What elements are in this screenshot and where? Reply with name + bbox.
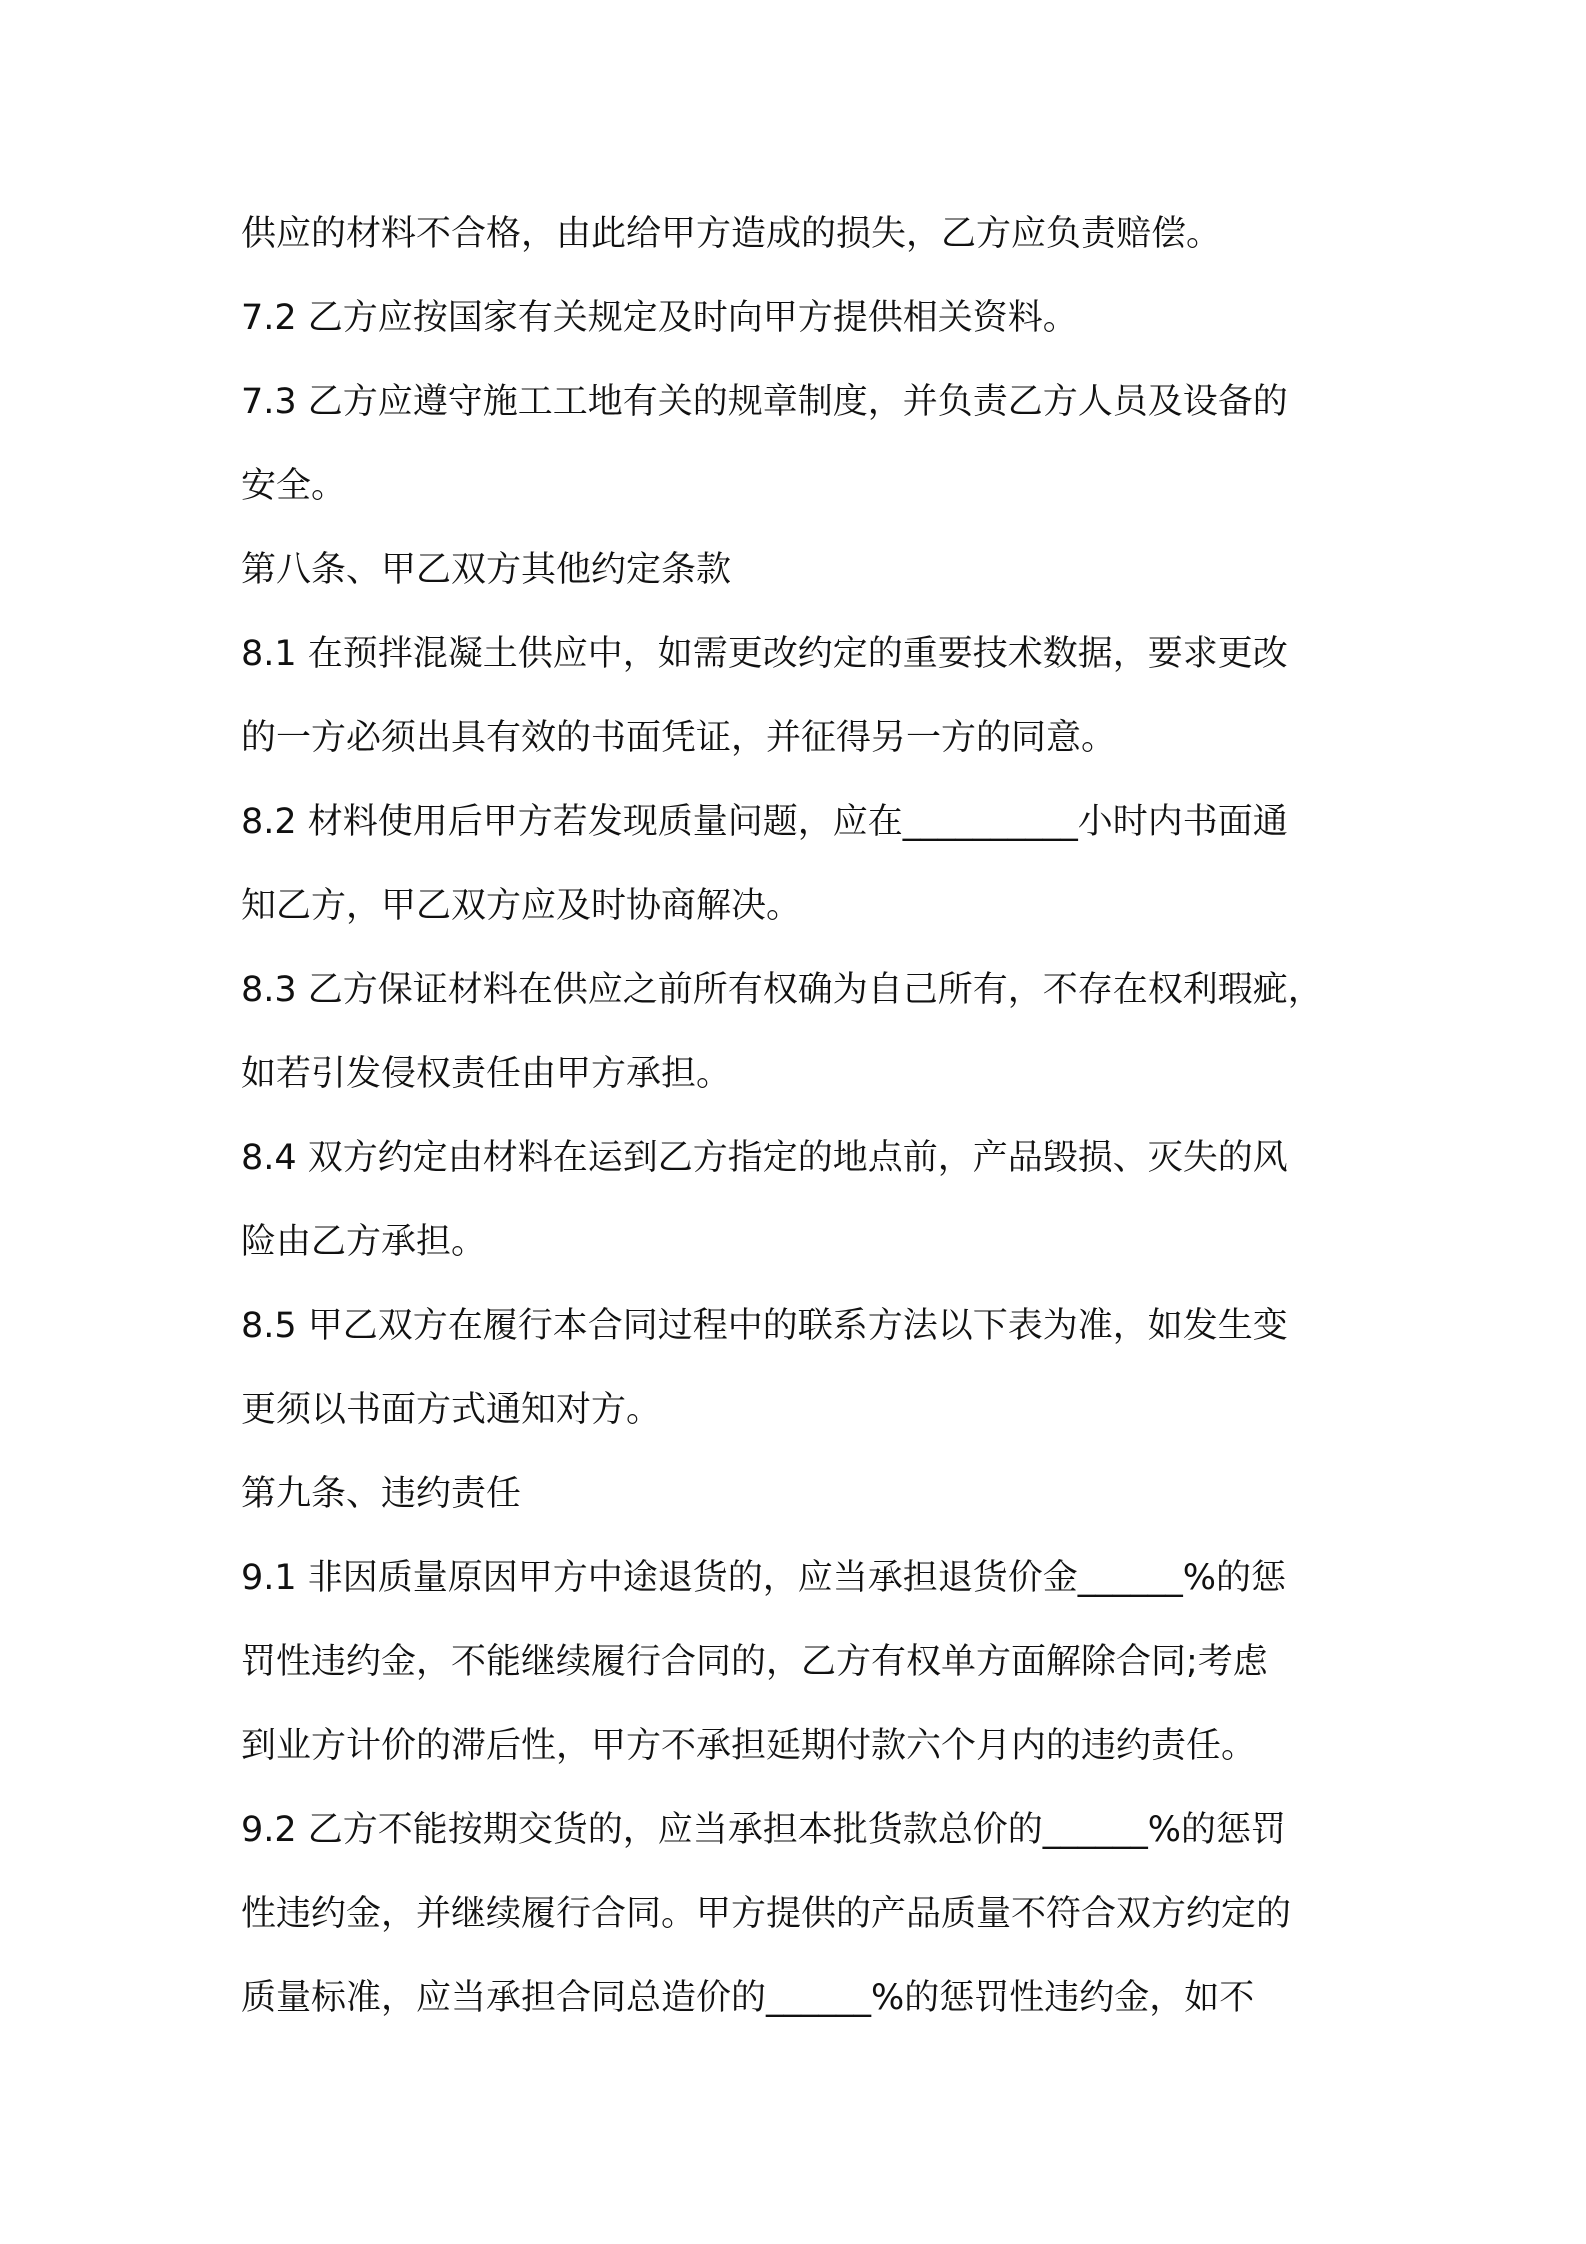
- text-line: 罚性违约金，不能继续履行合同的，乙方有权单方面解除合同;考虑: [241, 1642, 1268, 1682]
- clause-8-2: 8.2 材料使用后甲方若发现质量问题，应在__________小时内书面通: [241, 802, 1288, 842]
- clause-7-3: 7.3 乙方应遵守施工工地有关的规章制度，并负责乙方人员及设备的: [241, 382, 1288, 422]
- clause-9-1: 9.1 非因质量原因甲方中途退货的，应当承担退货价金______%的惩: [241, 1558, 1287, 1598]
- clause-8-4: 8.4 双方约定由材料在运到乙方指定的地点前，产品毁损、灭失的风: [241, 1138, 1288, 1178]
- clause-8-1: 8.1 在预拌混凝土供应中，如需更改约定的重要技术数据，要求更改: [241, 634, 1288, 674]
- text-line: 知乙方，甲乙双方应及时协商解决。: [241, 886, 802, 926]
- clause-8-3: 8.3 乙方保证材料在供应之前所有权确为自己所有，不存在权利瑕疵，: [241, 970, 1323, 1010]
- text-line: 更须以书面方式通知对方。: [241, 1390, 662, 1430]
- clause-9-2: 9.2 乙方不能按期交货的，应当承担本批货款总价的______%的惩罚: [241, 1810, 1287, 1850]
- text-line: 的一方必须出具有效的书面凭证，并征得另一方的同意。: [241, 718, 1117, 758]
- text-line: 到业方计价的滞后性，甲方不承担延期付款六个月内的违约责任。: [241, 1726, 1257, 1766]
- text-line: 如若引发侵权责任由甲方承担。: [241, 1054, 732, 1094]
- document-body: [241, 192, 1361, 2040]
- text-line: 险由乙方承担。: [241, 1222, 487, 1262]
- section-heading-article-9: 第九条、违约责任: [241, 1474, 522, 1514]
- text-line: 性违约金，并继续履行合同。甲方提供的产品质量不符合双方约定的: [241, 1894, 1292, 1934]
- text-line: 安全。: [241, 466, 347, 506]
- clause-8-5: 8.5 甲乙双方在履行本合同过程中的联系方法以下表为准，如发生变: [241, 1306, 1288, 1346]
- text-line: 质量标准，应当承担合同总造价的______%的惩罚性违约金，如不: [241, 1978, 1255, 2018]
- section-heading-article-8: 第八条、甲乙双方其他约定条款: [241, 550, 732, 590]
- text-line: 供应的材料不合格，由此给甲方造成的损失，乙方应负责赔偿。: [241, 214, 1222, 254]
- clause-7-2: 7.2 乙方应按国家有关规定及时向甲方提供相关资料。: [241, 298, 1078, 338]
